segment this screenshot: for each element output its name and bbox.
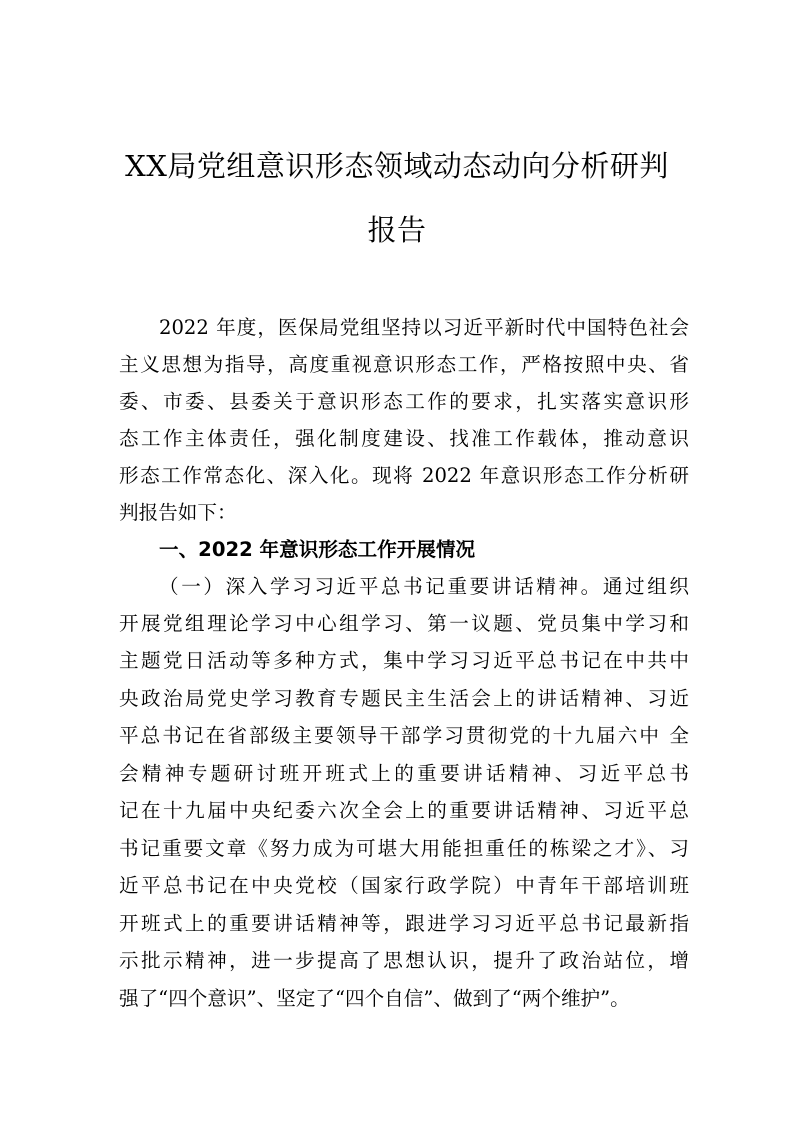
section-paragraph-line: 主题党日活动等多种方式，集中学习习近平总书记在中共中 [119,649,689,672]
section-paragraph-line: 强了“四个意识”、坚定了“四个自信”、做到了“两个维护”。 [119,987,630,1010]
section-paragraph-line: 记在十九届中央纪委六次全会上的重要讲话精神、习近平总 [119,799,689,822]
intro-paragraph-line: 判报告如下： [119,501,237,524]
section-paragraph-line: 央政治局党史学习教育专题民主生活会上的讲话精神、习近 [119,687,689,710]
section-paragraph-line: 会精神专题研讨班开班式上的重要讲话精神、习近平总书 [119,762,689,785]
intro-paragraph-line: 2022 年度，医保局党组坚持以习近平新时代中国特色社会 [159,316,689,339]
section-paragraph-line: （一）深入学习习近平总书记重要讲话精神。通过组织 [159,575,689,598]
document-title-line-1: XX局党组意识形态领域动态动向分析研判 [125,149,669,183]
intro-paragraph-line: 形态工作常态化、深入化。现将 2022 年意识形态工作分析研 [119,464,689,487]
section-paragraph-line: 开班式上的重要讲话精神等，跟进学习习近平总书记最新指 [119,912,689,935]
section-paragraph-line: 开展党组理论学习中心组学习、第一议题、党员集中学习和 [119,612,689,635]
section-paragraph-line: 示批示精神，进一步提高了思想认识，提升了政治站位，增 [119,949,689,972]
intro-paragraph-line: 主义思想为指导，高度重视意识形态工作，严格按照中央、省 [119,353,689,376]
intro-paragraph-line: 委、市委、县委关于意识形态工作的要求，扎实落实意识形 [119,390,689,413]
section-paragraph-line: 平总书记在省部级主要领导干部学习贯彻党的十九届六中 全 [119,724,689,747]
section-heading: 一、2022 年意识形态工作开展情况 [159,538,476,561]
document-title-line-2: 报告 [367,213,427,247]
intro-paragraph-line: 态工作主体责任，强化制度建设、找准工作载体，推动意识 [119,427,689,450]
section-paragraph-line: 书记重要文章《努力成为可堪大用能担重任的栋梁之才》、习 [119,837,689,860]
section-paragraph-line: 近平总书记在中央党校（国家行政学院）中青年干部培训班 [119,874,689,897]
